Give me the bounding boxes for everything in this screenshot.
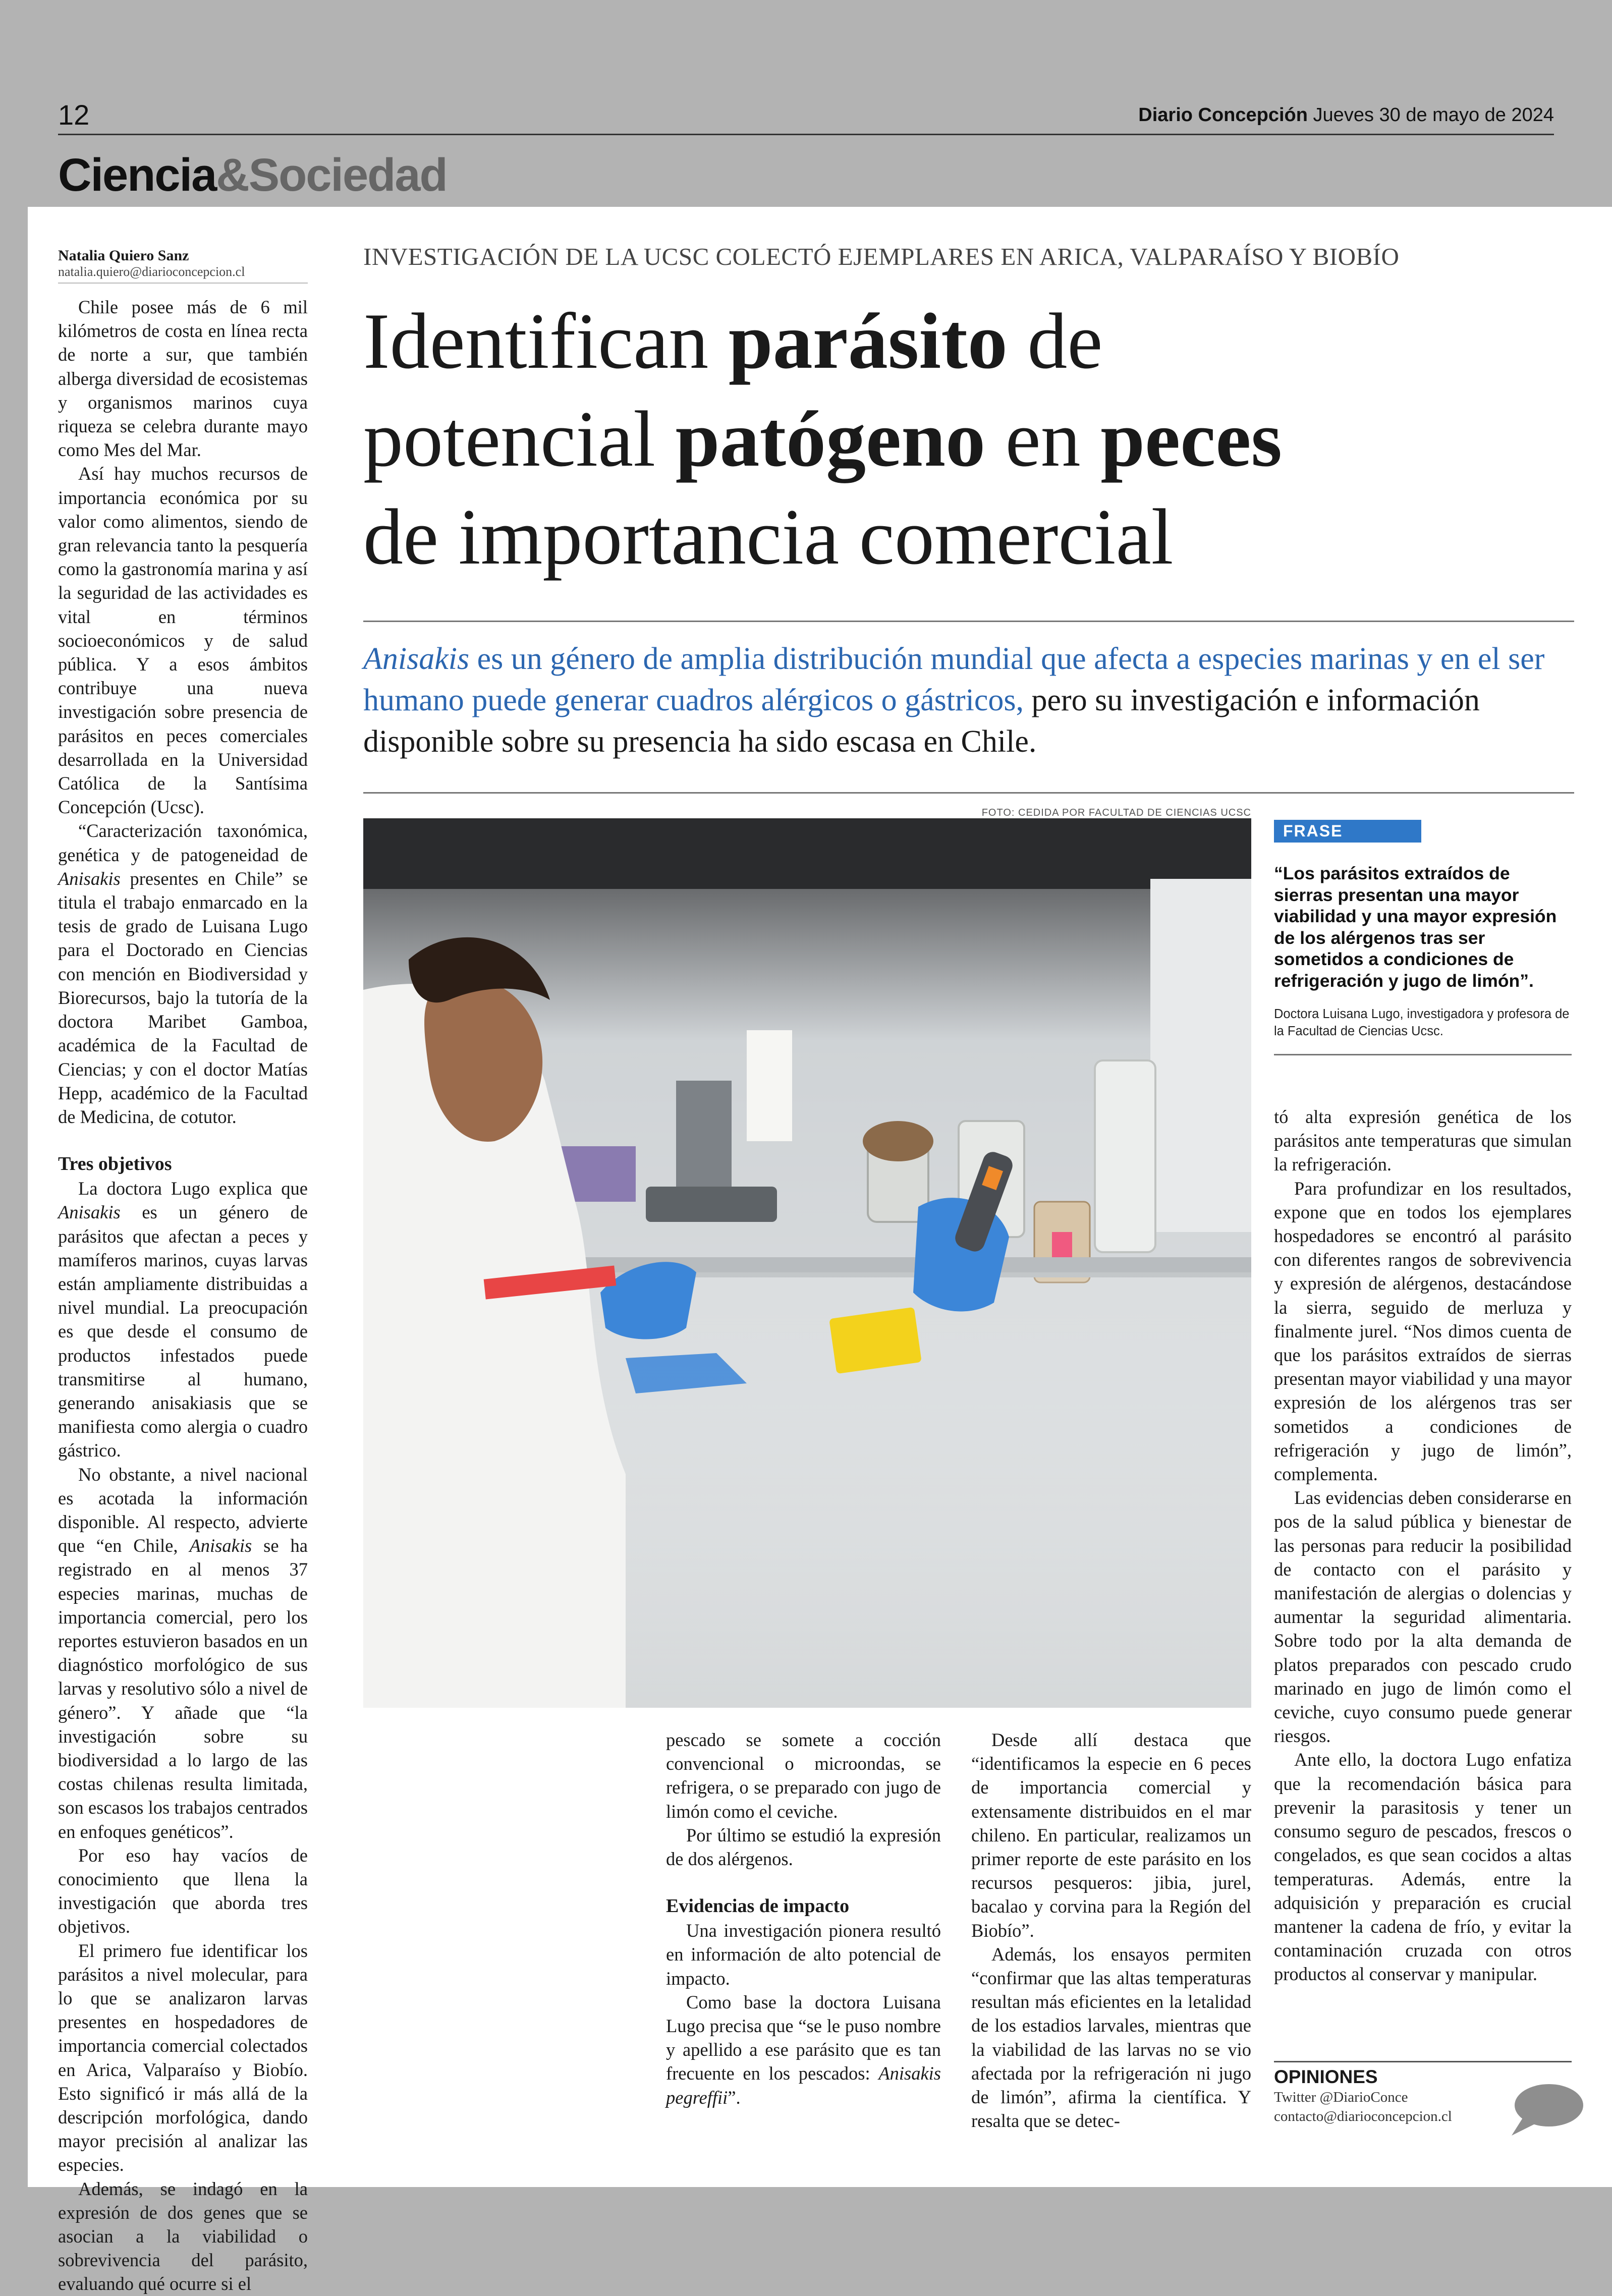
paragraph-text: Como base la doctora Luisana Lugo precisa que “se le puso nombre y apellido a ese parásito que es tan frecuente en los pescados: bbox=[666, 1991, 941, 2084]
opiniones-title: OPINIONES bbox=[1274, 2066, 1378, 2087]
pull-quote bbox=[1274, 820, 1572, 1055]
headline-text: de importancia comercial bbox=[363, 493, 1174, 581]
header-rule bbox=[58, 134, 1554, 135]
byline bbox=[58, 247, 308, 284]
deck-rule-bottom bbox=[363, 792, 1574, 794]
body-column-2 bbox=[666, 1728, 941, 2109]
paragraph: Desde allí destaca que “identificamos la especie en 6 peces de importancia comercial y extensamente distribuidos en el mar chileno. En particular, realizamos un primer reporte de este parásito en los recursos pesqueros: jibia, jurel, bacalao y corvina para la Región del Biobío”. bbox=[971, 1729, 1251, 1941]
paragraph: Las evidencias deben considerarse en pos de la salud pública y bienestar de las personas para reducir la posibilidad de contacto con el parásito y manifestación de alergias o dolencias y aumentar la seguridad alimentaria. Sobre todo por la alta demanda de platos preparados con pescado crudo marinado en jugo de limón como el ceviche, cuyo consumo puede generar riesgos. bbox=[1274, 1487, 1572, 1747]
paragraph bbox=[58, 1463, 308, 1843]
speech-bubble-icon bbox=[1509, 2081, 1584, 2139]
paragraph: Por eso hay vacíos de conocimiento que llena la investigación que aborda tres objetivos. bbox=[58, 1844, 308, 1937]
body-column-3 bbox=[971, 1728, 1251, 2133]
issue-date: Jueves 30 de mayo de 2024 bbox=[1313, 104, 1554, 126]
deck-rule-top bbox=[363, 621, 1574, 622]
section-title-part2: &Sociedad bbox=[216, 149, 447, 201]
species-name: Anisakis pegreffii bbox=[666, 2063, 941, 2108]
kicker: INVESTIGACIÓN DE LA UCSC COLECTÓ EJEMPLARES EN ARICA, VALPARAÍSO Y BIOBÍO bbox=[363, 243, 1400, 270]
deck bbox=[363, 638, 1574, 762]
deck-highlight: es un género de amplia distribución mundial que afecta a especies marinas y en el ser humano puede generar cuadros alérgicos o gástricos, bbox=[363, 642, 1545, 717]
subheading-evidencias: Evidencias de impacto bbox=[666, 1895, 850, 1917]
paragraph: tó alta expresión genética de los parásitos ante temperaturas que simulan la refrigeración. bbox=[1274, 1106, 1572, 1175]
paragraph: Para profundizar en los resultados, expone que en todos los ejemplares hospedadores se encontró al parásito con diferentes rangos de sobrevivencia y expresión de alérgenos, destacándose la sierra, seguido de merluza y finalmente jurel. “Nos dimos cuenta de que los parásitos extraídos de sierras presentan mayor viabilidad y una mayor expresión de los alérgenos tras ser sometidos a condiciones de refrigeración y jugo de limón”, complementa. bbox=[1274, 1178, 1572, 1485]
opiniones-box bbox=[1274, 2061, 1572, 2126]
deck-italic: Anisakis bbox=[363, 642, 470, 676]
author-name: Natalia Quiero Sanz bbox=[58, 247, 189, 264]
species-name: Anisakis bbox=[189, 1535, 252, 1556]
paragraph: Ante ello, la doctora Lugo enfatiza que la recomendación básica para prevenir la parasitosis y tener un consumo seguro de pescados, frescos o congelados, es que sean cocidos a altas temperaturas. Además, entre la adquisición y preparación es crucial mantener la cadena de frío, y evitar la contaminación cruzada con otros productos al conservar y manipular. bbox=[1274, 1749, 1572, 1985]
section-title bbox=[58, 149, 447, 202]
article-sheet bbox=[28, 207, 1612, 2294]
paragraph: pescado se somete a cocción convencional o microondas, se refrigera, o se preparado con jugo de limón como el ceviche. bbox=[666, 1729, 941, 1822]
paragraph-text: presentes en Chile” se titula el trabajo enmarcado en la tesis de grado de Luisana Lugo para el Doctorado en Ciencias con mención en Biodiversidad y Biorecursos, bajo la tutoría de la doctora Maribet Gamboa, académica de la Facultad de Ciencias; y con el doctor Matías Hepp, académico de la Facultad de Medicina, de cotutor. bbox=[58, 868, 308, 1127]
species-name: Anisakis bbox=[58, 1202, 121, 1223]
paragraph: Además, se indagó en la expresión de dos genes que se asocian a la viabilidad o sobrevivencia del parásito, evaluando qué ocurre si el bbox=[58, 2178, 308, 2294]
subheading-tres-objetivos: Tres objetivos bbox=[58, 1153, 172, 1175]
body-column-1 bbox=[58, 295, 308, 2296]
paragraph-text: “Caracterización taxonómica, genética y de patogeneidad de bbox=[58, 820, 308, 865]
lab-photo-illustration bbox=[363, 818, 1251, 1708]
headline bbox=[363, 293, 1574, 586]
paragraph bbox=[666, 1990, 941, 2109]
newspaper-name: Diario Concepción bbox=[1138, 104, 1308, 126]
section-title-part1: Ciencia bbox=[58, 149, 216, 201]
paragraph bbox=[58, 819, 308, 1129]
headline-bold: patógeno bbox=[675, 395, 986, 483]
opiniones-email[interactable]: contacto@diarioconcepcion.cl bbox=[1274, 2108, 1452, 2124]
quote-source: Doctora Luisana Lugo, investigadora y profesora de la Facultad de Ciencias Ucsc. bbox=[1274, 1007, 1570, 1038]
author-email[interactable]: natalia.quiero@diarioconcepcion.cl bbox=[58, 264, 245, 279]
paragraph-text: se ha registrado en al menos 37 especies marinas, muchas de importancia comercial, pero los reportes estuvieron basados en un diagnóstico morfológico de sus larvas y resolutivo sólo a nivel de género”. Y añade que “la investigación sobre su biodiversidad a lo largo de las costas chilenas resulta limitada, son escasos los trabajos centrados en enfoques genéticos”. bbox=[58, 1535, 308, 1842]
headline-text: en bbox=[985, 395, 1101, 483]
quote-rule bbox=[1274, 1054, 1572, 1055]
paragraph-text: es un género de parásitos que afectan a peces y mamíferos marinos, cuyas larvas están ampliamente distribuidas a nivel mundial. La preocupación es que desde el consumo de productos infestados puede transmitirse al humano, generando anisakiasis que se manifiesta como alergia o cuadro gástrico. bbox=[58, 1202, 308, 1461]
opiniones-rule bbox=[1274, 2061, 1572, 2062]
frase-tag: FRASE bbox=[1274, 820, 1421, 843]
paragraph bbox=[58, 1177, 308, 1462]
paragraph: Una investigación pionera resultó en información de alto potencial de impacto. bbox=[666, 1920, 941, 1989]
paragraph: El primero fue identificar los parásitos a nivel molecular, para lo que se analizaron larvas presentes en hospedadores de importancia comercial colectados en Arica, Valparaíso y Biobío. Esto significó ir más allá de la descripción morfológica, dando mayor precisión al analizar las especies. bbox=[58, 1940, 308, 2175]
paragraph: Por último se estudió la expresión de dos alérgenos. bbox=[666, 1824, 941, 1870]
paragraph-text: La doctora Lugo explica que bbox=[78, 1178, 308, 1199]
paragraph-text: No obstante, a nivel nacional es acotada la información disponible. Al respecto, advierte que “en Chile, bbox=[58, 1464, 308, 1556]
species-name: Anisakis bbox=[58, 868, 121, 889]
lab-photo bbox=[363, 818, 1251, 1708]
headline-text: de bbox=[1007, 297, 1103, 385]
headline-text: potencial bbox=[363, 395, 676, 483]
paragraph: Además, los ensayos permiten “confirmar que las altas temperaturas resultan más eficientes en la letalidad de los estadios larvales, mientras que la viabilidad de las larvas no se vio afectada por la refrigeración ni jugo de limón”, afirma la científica. Y resalta que se detec- bbox=[971, 1943, 1251, 2132]
page-number: 12 bbox=[58, 99, 90, 131]
byline-rule bbox=[58, 283, 308, 284]
quote-text: “Los parásitos extraídos de sierras presentan una mayor viabilidad y una mayor expresión de los alérgenos tras ser sometidos a condiciones de refrigeración y jugo de limón”. bbox=[1274, 863, 1557, 991]
paragraph: Chile posee más de 6 mil kilómetros de costa en línea recta de norte a sur, que también alberga diversidad de ecosistemas y organismos marinos cuya riqueza se celebra durante mayo como Mes del Mar. bbox=[58, 297, 308, 461]
headline-bold: parásito bbox=[728, 297, 1008, 385]
deck-plain: pero su investigación e información disponible sobre su presencia ha sido escasa en Chile. bbox=[363, 683, 1480, 759]
opiniones-twitter[interactable]: Twitter @DiarioConce bbox=[1274, 2089, 1408, 2105]
photo-credit: FOTO: CEDIDA POR FACULTAD DE CIENCIAS UCSC bbox=[981, 807, 1251, 818]
paragraph: Así hay muchos recursos de importancia económica por su valor como alimentos, siendo de gran relevancia tanto la pesquería como la gastronomía marina y así la seguridad de las actividades es vital en términos socioeconómicos y de salud pública. Y a esos ámbitos contribuye una nueva investigación sobre presencia de parásitos en peces comerciales desarrollada en la Universidad Católica de la Santísima Concepción (Ucsc). bbox=[58, 463, 308, 818]
page-header bbox=[58, 98, 1554, 212]
body-column-4 bbox=[1274, 1105, 1572, 1986]
headline-bold: peces bbox=[1100, 395, 1282, 483]
newspaper-date bbox=[1138, 104, 1554, 126]
paragraph-text: ”. bbox=[728, 2087, 741, 2108]
headline-text: Identifican bbox=[363, 297, 729, 385]
